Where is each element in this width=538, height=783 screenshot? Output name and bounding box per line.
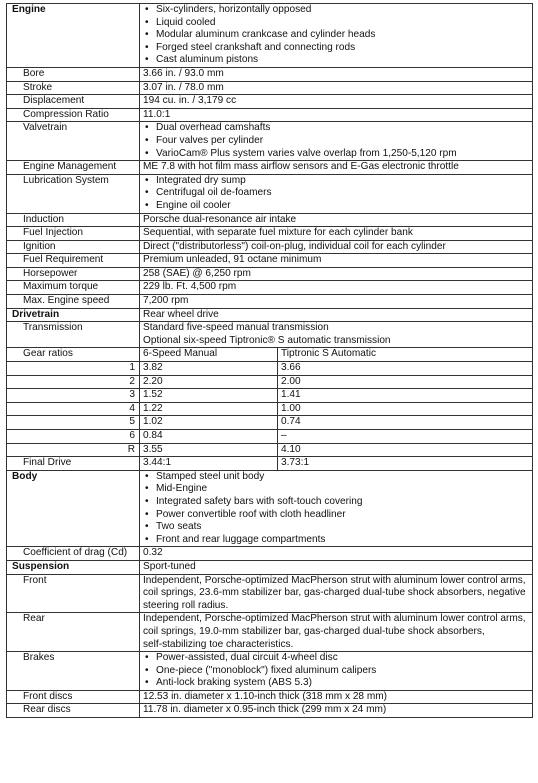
spec-label: Coefficient of drag (Cd) xyxy=(7,547,140,561)
text-line: Standard five-speed manual transmission xyxy=(143,322,329,334)
spec-label: Rear discs xyxy=(7,704,140,718)
list-item: • Liquid cooled xyxy=(143,17,529,30)
spec-value: 11.78 in. diameter x 0.95-inch thick (299 mm x 24 mm) xyxy=(140,704,533,718)
gear-ratio-row xyxy=(7,430,533,444)
manual-ratio: 2.20 xyxy=(140,375,278,389)
spec-row xyxy=(7,613,533,652)
gear-number: 4 xyxy=(7,402,140,416)
list-item: • VarioCam® Plus system varies valve overlap from 1,250-5,120 rpm xyxy=(143,148,529,161)
spec-label: Horsepower xyxy=(7,267,140,281)
spec-label: Max. Engine speed xyxy=(7,295,140,309)
auto-ratio: 1.00 xyxy=(278,402,533,416)
spec-value: Sequential, with separate fuel mixture for each cylinder bank xyxy=(140,227,533,241)
spec-row xyxy=(7,690,533,704)
list-item: • Six-cylinders, horizontally opposed xyxy=(143,4,529,17)
spec-value: 3.07 in. / 78.0 mm xyxy=(140,81,533,95)
auto-ratio: 1.41 xyxy=(278,389,533,403)
list-item: • Modular aluminum crankcase and cylinder heads xyxy=(143,29,529,42)
manual-ratio: 3.44:1 xyxy=(140,457,278,471)
text-line: coil springs, 23.6-mm stabilizer bar, gas-charged dual-tube shock absorbers, negative xyxy=(143,587,526,599)
spec-value: 12.53 in. diameter x 1.10-inch thick (318 mm x 28 mm) xyxy=(140,690,533,704)
list-item: • Mid-Engine xyxy=(143,483,529,496)
spec-value: 11.0:1 xyxy=(140,108,533,122)
spec-row xyxy=(7,295,533,309)
spec-row xyxy=(7,267,533,281)
spec-value: 0.32 xyxy=(140,547,533,561)
spec-value: Rear wheel drive xyxy=(140,308,533,322)
spec-label: Compression Ratio xyxy=(7,108,140,122)
spec-label: Fuel Injection xyxy=(7,227,140,241)
gear-number: 6 xyxy=(7,430,140,444)
spec-label: Displacement xyxy=(7,95,140,109)
spec-value xyxy=(140,613,533,652)
section-title: Engine xyxy=(7,4,140,68)
final-drive-row xyxy=(7,457,533,471)
spec-row xyxy=(7,174,533,213)
spec-value: Porsche dual-resonance air intake xyxy=(140,213,533,227)
list-item: • Centrifugal oil de-foamers xyxy=(143,187,529,200)
spec-value: ME 7.8 with hot film mass airflow sensors and E-Gas electronic throttle xyxy=(140,161,533,175)
spec-row xyxy=(7,281,533,295)
auto-ratio: 3.73:1 xyxy=(278,457,533,471)
list-item: • Four valves per cylinder xyxy=(143,135,529,148)
gear-number: 3 xyxy=(7,389,140,403)
spec-value: Sport-tuned xyxy=(140,560,533,574)
lubrication-list xyxy=(143,175,529,213)
spec-value xyxy=(140,322,533,348)
spec-label: Rear xyxy=(7,613,140,652)
list-item: • One-piece ("monoblock") fixed aluminum calipers xyxy=(143,665,529,678)
list-item: • Front and rear luggage compartments xyxy=(143,534,529,547)
engine-feature-list xyxy=(143,4,529,67)
manual-ratio: 1.02 xyxy=(140,416,278,430)
manual-ratio: 0.84 xyxy=(140,430,278,444)
spec-value: 229 lb. Ft. 4,500 rpm xyxy=(140,281,533,295)
text-line: Independent, Porsche-optimized MacPherson strut with aluminum lower control arms, xyxy=(143,574,526,586)
text-line: steering roll radius. xyxy=(143,599,229,611)
gear-ratio-header-row xyxy=(7,348,533,362)
manual-ratio: 3.55 xyxy=(140,443,278,457)
gear-ratio-row xyxy=(7,375,533,389)
spec-row xyxy=(7,122,533,161)
spec-label: Bore xyxy=(7,67,140,81)
list-item: • Integrated dry sump xyxy=(143,175,529,188)
body-feature-list xyxy=(143,471,529,547)
valvetrain-list xyxy=(143,122,529,160)
spec-row xyxy=(7,161,533,175)
gear-number: 1 xyxy=(7,362,140,376)
column-header: 6-Speed Manual xyxy=(140,348,278,362)
spec-label: Front discs xyxy=(7,690,140,704)
spec-label: Front xyxy=(7,574,140,613)
manual-ratio: 1.22 xyxy=(140,402,278,416)
body-section-row xyxy=(7,470,533,547)
spec-label: Engine Management xyxy=(7,161,140,175)
spec-label: Valvetrain xyxy=(7,122,140,161)
section-title: Suspension xyxy=(7,560,140,574)
gear-ratio-row xyxy=(7,443,533,457)
list-item: • Power convertible roof with cloth headliner xyxy=(143,509,529,522)
manual-ratio: 3.82 xyxy=(140,362,278,376)
spec-row xyxy=(7,704,533,718)
section-title: Body xyxy=(7,470,140,547)
column-header: Tiptronic S Automatic xyxy=(278,348,533,362)
gear-ratio-row xyxy=(7,402,533,416)
spec-value: 194 cu. in. / 3,179 cc xyxy=(140,95,533,109)
text-line: coil springs, 19.0-mm stabilizer bar, gas-charged dual-tube shock absorbers, xyxy=(143,625,485,637)
spec-value: 258 (SAE) @ 6,250 rpm xyxy=(140,267,533,281)
text-line: self-stabilizing toe characteristics. xyxy=(143,638,294,650)
spec-label: Fuel Requirement xyxy=(7,254,140,268)
spec-value: Premium unleaded, 91 octane minimum xyxy=(140,254,533,268)
engine-section-row xyxy=(7,4,533,68)
list-item: • Stamped steel unit body xyxy=(143,471,529,484)
spec-row xyxy=(7,254,533,268)
list-item: • Two seats xyxy=(143,521,529,534)
gear-ratio-row xyxy=(7,362,533,376)
spec-row xyxy=(7,547,533,561)
spec-row xyxy=(7,574,533,613)
spec-label: Lubrication System xyxy=(7,174,140,213)
auto-ratio: – xyxy=(278,430,533,444)
spec-label: Ignition xyxy=(7,240,140,254)
list-item: • Power-assisted, dual circuit 4-wheel disc xyxy=(143,652,529,665)
auto-ratio: 0.74 xyxy=(278,416,533,430)
spec-label: Stroke xyxy=(7,81,140,95)
list-item: • Forged steel crankshaft and connecting rods xyxy=(143,42,529,55)
auto-ratio: 2.00 xyxy=(278,375,533,389)
spec-value: 3.66 in. / 93.0 mm xyxy=(140,67,533,81)
text-line: Optional six-speed Tiptronic® S automatic transmission xyxy=(143,334,391,346)
spec-row xyxy=(7,213,533,227)
spec-value: Direct ("distributorless") coil-on-plug, individual coil for each cylinder xyxy=(140,240,533,254)
text-line: Independent, Porsche-optimized MacPherson strut with aluminum lower control arms, xyxy=(143,613,526,625)
manual-ratio: 1.52 xyxy=(140,389,278,403)
spec-value xyxy=(140,574,533,613)
gear-ratio-row xyxy=(7,416,533,430)
suspension-section-row xyxy=(7,560,533,574)
spec-label: Brakes xyxy=(7,652,140,691)
spec-row xyxy=(7,227,533,241)
spec-label: Maximum torque xyxy=(7,281,140,295)
spec-row xyxy=(7,240,533,254)
spec-row xyxy=(7,652,533,691)
spec-table xyxy=(6,3,533,718)
gear-number: 2 xyxy=(7,375,140,389)
auto-ratio: 3.66 xyxy=(278,362,533,376)
spec-row xyxy=(7,81,533,95)
gear-ratio-row xyxy=(7,389,533,403)
brakes-list xyxy=(143,652,529,690)
drivetrain-section-row xyxy=(7,308,533,322)
section-title: Drivetrain xyxy=(7,308,140,322)
spec-label: Transmission xyxy=(7,322,140,348)
spec-row xyxy=(7,95,533,109)
spec-row xyxy=(7,67,533,81)
spec-row xyxy=(7,108,533,122)
spec-label: Gear ratios xyxy=(7,348,140,362)
spec-label: Final Drive xyxy=(7,457,140,471)
list-item: • Dual overhead camshafts xyxy=(143,122,529,135)
list-item: • Cast aluminum pistons xyxy=(143,54,529,67)
spec-row xyxy=(7,322,533,348)
spec-value: 7,200 rpm xyxy=(140,295,533,309)
gear-number: R xyxy=(7,443,140,457)
auto-ratio: 4.10 xyxy=(278,443,533,457)
gear-number: 5 xyxy=(7,416,140,430)
list-item: • Integrated safety bars with soft-touch covering xyxy=(143,496,529,509)
list-item: • Engine oil cooler xyxy=(143,200,529,213)
list-item: • Anti-lock braking system (ABS 5.3) xyxy=(143,677,529,690)
spec-label: Induction xyxy=(7,213,140,227)
